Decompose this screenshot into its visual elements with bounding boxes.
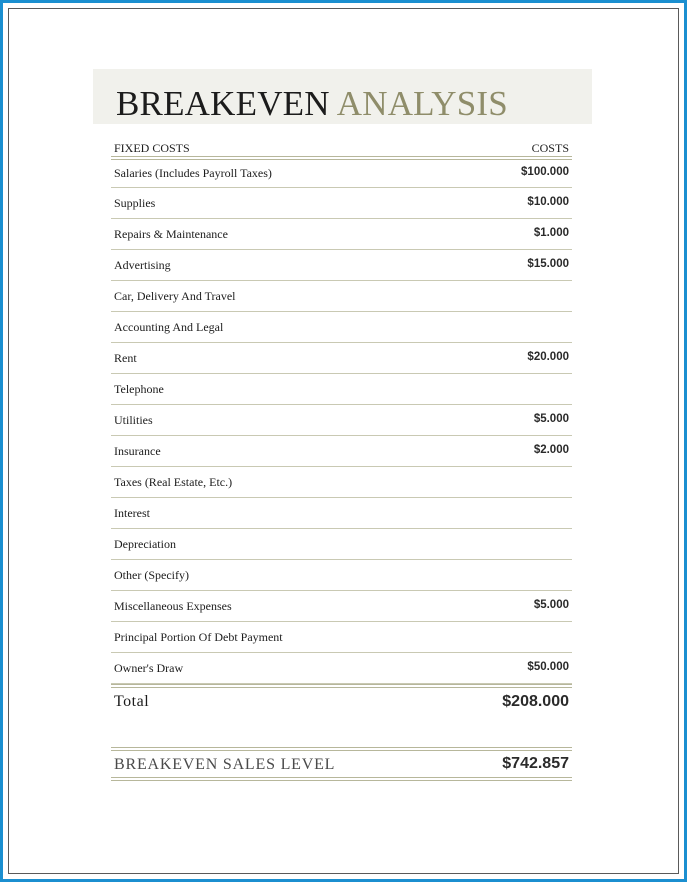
cost-label: Insurance <box>114 444 161 458</box>
cost-value: $10.000 <box>527 196 569 208</box>
breakeven-label: BREAKEVEN SALES LEVEL <box>114 756 336 773</box>
title-main: BREAKEVEN <box>116 84 337 123</box>
cost-value: $15.000 <box>527 258 569 270</box>
table-row <box>111 374 572 405</box>
table-row <box>111 653 572 684</box>
cost-value: $20.000 <box>527 351 569 363</box>
table-row <box>111 436 572 467</box>
table-row <box>111 622 572 653</box>
cost-value: $1.000 <box>533 227 569 239</box>
spacer <box>111 716 572 747</box>
table-row <box>111 498 572 529</box>
cost-label: Accounting And Legal <box>114 320 224 334</box>
cost-value: $100.000 <box>521 166 569 178</box>
breakeven-table <box>111 140 572 781</box>
table-row <box>111 188 572 219</box>
cost-value: $5.000 <box>533 599 569 611</box>
total-row <box>111 688 572 716</box>
fixed-costs-header: FIXED COSTS <box>114 141 190 155</box>
cost-label: Salaries (Includes Payroll Taxes) <box>114 166 272 180</box>
cost-label: Car, Delivery And Travel <box>114 289 236 303</box>
breakeven-row <box>111 751 572 777</box>
cost-label: Telephone <box>114 382 164 396</box>
table-row <box>111 250 572 281</box>
table-row <box>111 219 572 250</box>
cost-label: Principal Portion Of Debt Payment <box>114 630 283 644</box>
cost-value: $5.000 <box>533 413 569 425</box>
table-header <box>111 140 572 156</box>
cost-label: Repairs & Maintenance <box>114 227 228 241</box>
table-row <box>111 405 572 436</box>
total-label: Total <box>114 693 150 710</box>
table-row <box>111 591 572 622</box>
cost-value: $2.000 <box>533 444 569 456</box>
cost-label: Depreciation <box>114 537 176 551</box>
table-row <box>111 560 572 591</box>
cost-label: Owner's Draw <box>114 661 184 675</box>
table-row <box>111 467 572 498</box>
table-row <box>111 343 572 374</box>
cost-value: $50.000 <box>527 661 569 673</box>
total-value: $208.000 <box>502 693 569 710</box>
breakeven-bottom-divider <box>111 777 572 781</box>
cost-label: Utilities <box>114 413 153 427</box>
cost-label: Taxes (Real Estate, Etc.) <box>114 475 233 489</box>
cost-rows <box>111 160 572 684</box>
costs-header: COSTS <box>531 141 569 155</box>
breakeven-value: $742.857 <box>502 755 569 772</box>
cost-label: Rent <box>114 351 137 365</box>
title-accent: ANALYSIS <box>336 84 508 123</box>
table-row <box>111 529 572 560</box>
table-row <box>111 281 572 312</box>
page-title <box>116 84 508 124</box>
cost-label: Interest <box>114 506 150 520</box>
cost-label: Other (Specify) <box>114 568 189 582</box>
table-row <box>111 312 572 343</box>
cost-label: Miscellaneous Expenses <box>114 599 232 613</box>
cost-label: Advertising <box>114 258 171 272</box>
table-row <box>111 160 572 188</box>
cost-label: Supplies <box>114 196 156 210</box>
